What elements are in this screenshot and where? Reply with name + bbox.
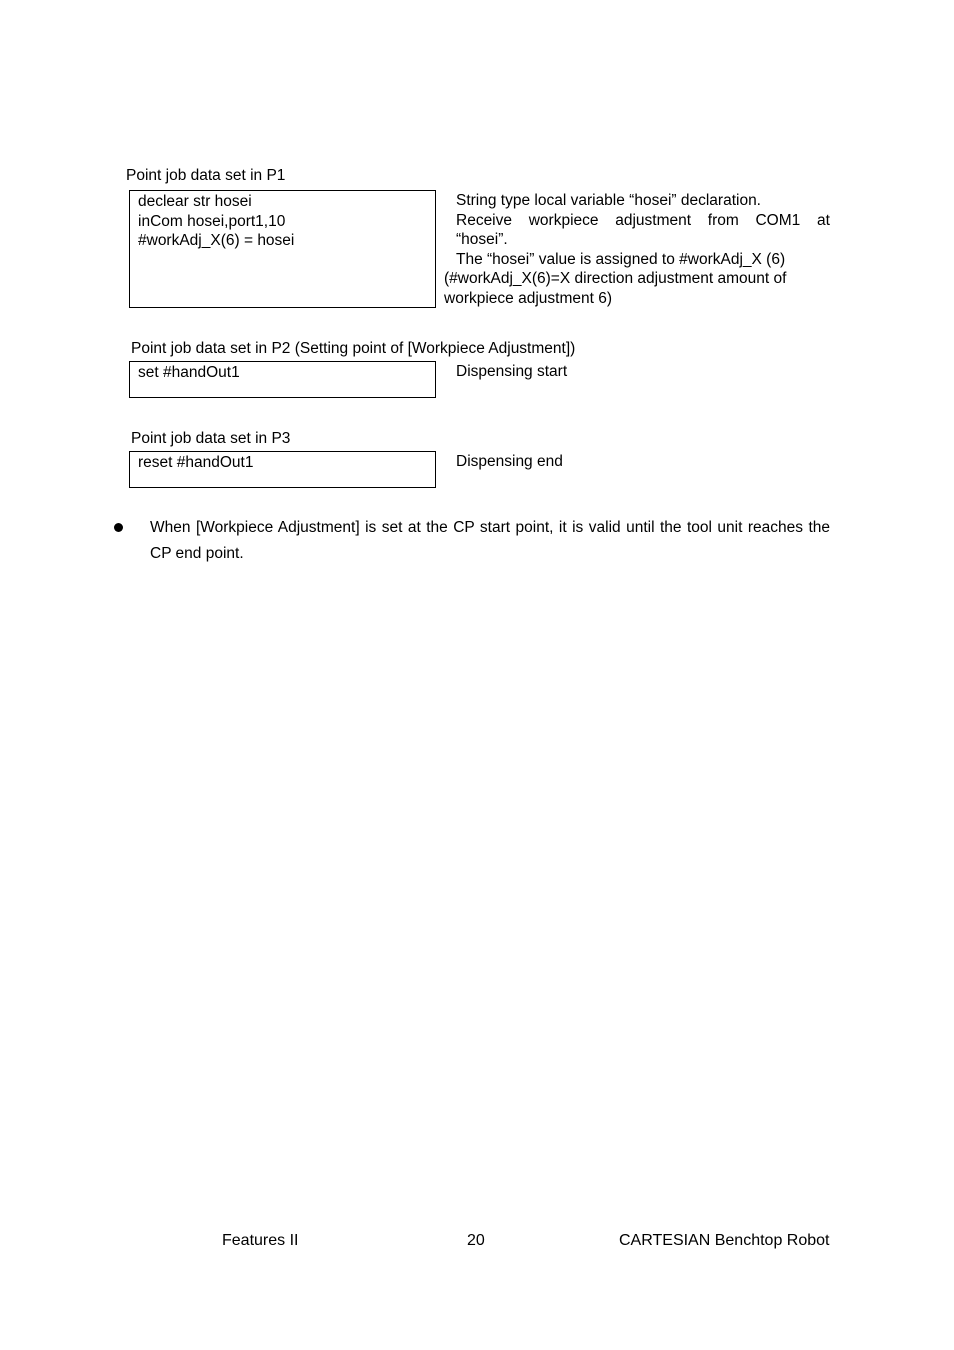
code-box-p2	[129, 361, 436, 398]
code-line: reset #handOut1	[138, 454, 254, 471]
bullet-note: When [Workpiece Adjustment] is set at the CP start point, it is valid until the tool unit reaches the CP end point.	[150, 519, 830, 562]
description-p3: Dispensing end	[456, 453, 563, 470]
description-line: String type local variable “hosei” declaration.	[456, 192, 761, 209]
description-p1	[444, 191, 830, 308]
bullet-icon	[114, 523, 123, 532]
section-title-p3: Point job data set in P3	[131, 430, 291, 447]
word: adjustment	[615, 211, 692, 229]
code-line: declear str hosei	[138, 193, 252, 210]
word: COM1	[755, 211, 801, 229]
code-line: inCom hosei,port1,10	[138, 212, 286, 230]
description-line: (#workAdj_X(6)=X direction adjustment amount of	[444, 270, 787, 287]
description-line: The “hosei” value is assigned to #workAdj_X (6)	[456, 250, 786, 268]
code-box-p3	[129, 451, 436, 488]
description-line: workpiece adjustment 6)	[444, 289, 612, 307]
code-line: set #handOut1	[138, 364, 240, 381]
description-p2: Dispensing start	[456, 363, 568, 380]
footer-left: Features II	[222, 1232, 299, 1249]
description-line-justified	[456, 211, 830, 231]
word: workpiece	[528, 211, 599, 229]
section-title-p1: Point job data set in P1	[126, 167, 286, 184]
footer-right: CARTESIAN Benchtop Robot	[619, 1232, 830, 1249]
word: from	[707, 211, 739, 229]
word: at	[817, 211, 830, 229]
word: Receive	[456, 211, 512, 229]
code-line: #workAdj_X(6) = hosei	[138, 232, 295, 249]
description-line: “hosei”.	[456, 231, 508, 248]
section-title-p2: Point job data set in P2 (Setting point of [Workpiece Adjustment])	[131, 340, 576, 357]
page-number: 20	[467, 1232, 485, 1249]
code-box-p1	[129, 190, 436, 308]
